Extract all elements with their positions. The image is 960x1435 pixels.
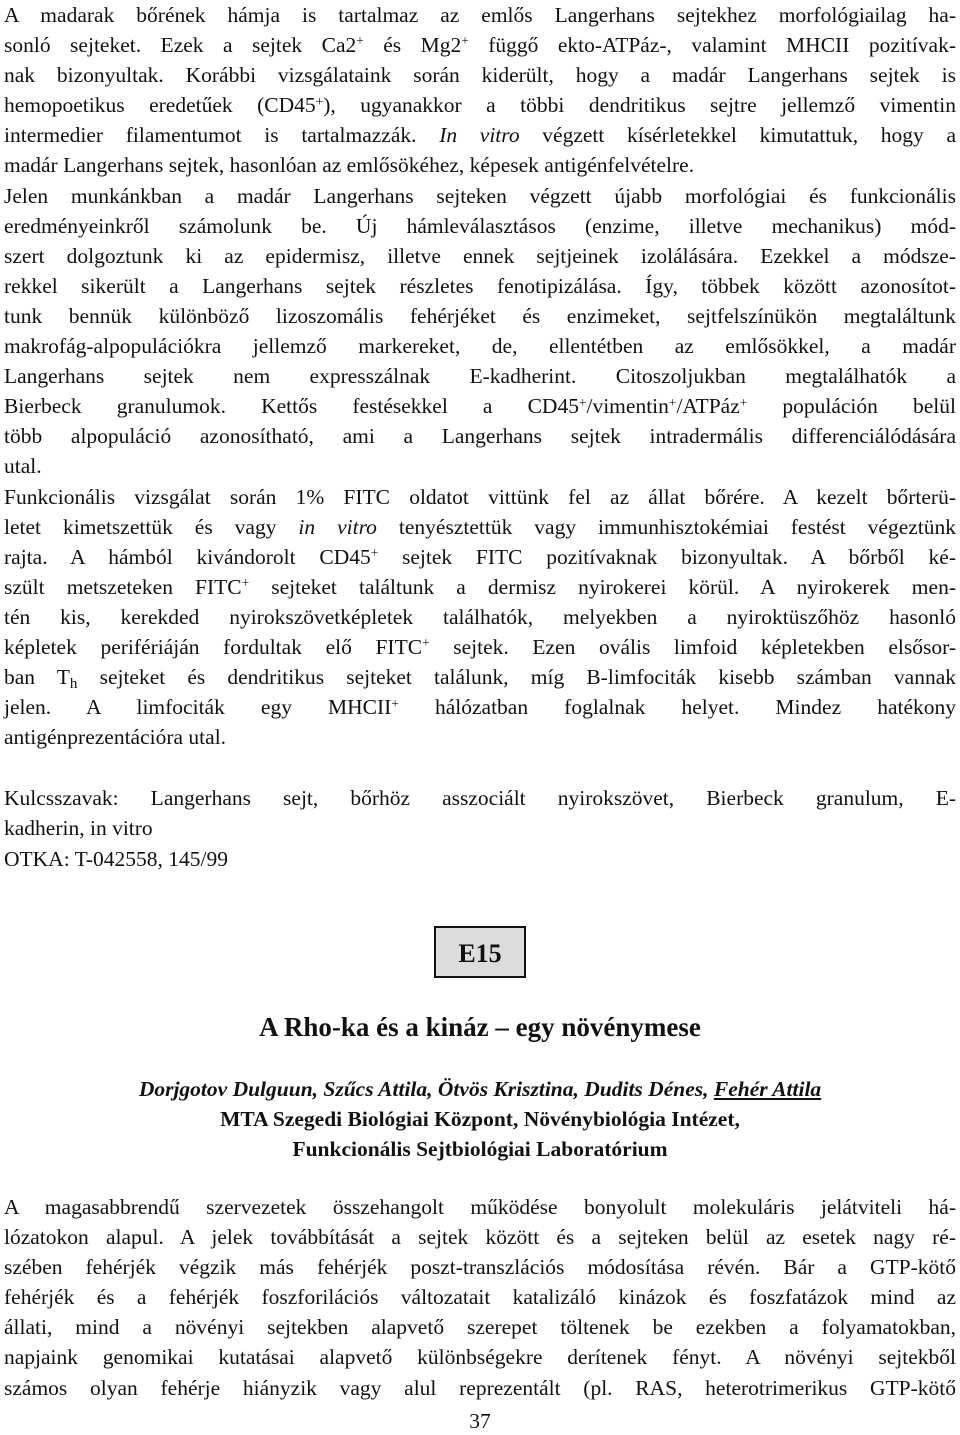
text-line: fehérjék és a fehérjék foszforilációs változatait katalizáló kinázok és foszfatázok mind az	[4, 1285, 956, 1310]
paragraph-avian-langerhans-intro	[4, 0, 956, 181]
text-line: rekkel sikerült a Langerhans sejtek részletes fenotipizálása. Így, többek között azonosítot-	[4, 273, 956, 298]
text-line: nak bizonyultak. Korábbi vizsgálataink során kiderült, hogy a madár Langerhans sejtek is	[4, 63, 956, 88]
text-line: rajta. A hámból kivándorolt CD45+ sejtek FITC pozitívaknak bizonyultak. A bőrből ké-	[4, 544, 956, 569]
text-line: Funkcionális vizsgálat során 1% FITC oldatot vittünk fel az állat bőrére. A kezelt bőrterü-	[4, 484, 956, 509]
text-line: Langerhans sejtek nem expresszálnak E-kadherint. Citoszoljukban megtalálhatók a	[4, 364, 956, 389]
paragraph-results	[4, 181, 956, 482]
paragraph-functional-study	[4, 482, 956, 753]
text-line: letet kimetszettük és vagy in vitro tenyésztettük vagy immunhisztokémiai festést végeztünk	[4, 514, 957, 539]
keywords	[4, 783, 956, 873]
text-line: sonló sejteket. Ezek a sejtek Ca2+ és Mg2+ függő ekto-ATPáz-, valamint MHCII pozitívak-	[4, 33, 956, 58]
text-line: A magasabbrendű szervezetek összehangolt működése bonyolult molekuláris jelátviteli há-	[4, 1195, 956, 1219]
text-line: hemopoetikus eredetűek (CD45+), ugyanakkor a többi dendritikus sejtre jellemző vimentin	[4, 93, 957, 118]
text-line: több alpopuláció azonosítható, ami a Langerhans sejtek intradermális differenciálódására	[4, 424, 956, 449]
text-line: intermedier filamentumot is tartalmazzák. In vitro végzett kísérletekkel kimutattuk, hogy a	[4, 123, 957, 148]
text-line: képletek perifériáján fordultak elő FITC+ sejtek. Ezen ovális limfoid képletekben elsősor-	[4, 634, 956, 659]
affiliation-line: Funkcionális Sejtbiológiai Laboratórium	[292, 1137, 668, 1161]
presenting-author: Fehér Attila	[713, 1077, 822, 1101]
e15-abstract-body	[4, 1192, 956, 1403]
text-line: jelen. A limfociták egy MHCII+ hálózatban foglalnak helyet. Mindez hatékony	[4, 695, 957, 720]
text-line: lózatokon alapul. A jelek továbbítását a sejtek között és a sejteken belül az esetek nagy ré-	[4, 1225, 956, 1250]
text-line: állati, mind a növényi sejtekben alapvető szerepet töltenek be ezekben a folyamatokban,	[4, 1315, 956, 1340]
text-line: Kulcsszavak: Langerhans sejt, bőrhöz asszociált nyirokszövet, Bierbeck granulum, E-	[4, 786, 956, 811]
text-line: A madarak bőrének hámja is tartalmaz az emlős Langerhans sejtekhez morfológiailag ha-	[4, 3, 956, 27]
author-list	[0, 1074, 960, 1104]
text-line: makrofág-alpopulációkra jellemző markereket, de, ellentétben az emlősökkel, a madár	[4, 334, 956, 359]
text-line: tunk bennük különböző lizoszomális fehérjéket és enzimeket, sejtfelszínükön megtaláltunk	[4, 303, 956, 328]
affiliation	[0, 1104, 960, 1164]
text-line: kadherin, in vitro	[4, 816, 153, 841]
paragraph-intro	[4, 1192, 956, 1403]
text-line: utal.	[4, 454, 42, 479]
text-line: napjaink genomikai kutatásai alapvető különbségekre derítenek fényt. A növényi sejtekből	[4, 1345, 956, 1370]
abstract-title: A Rho-ka és a kináz – egy növénymese	[259, 1012, 701, 1042]
text-line: eredményeinkről számolunk be. Új hámleválasztásos (enzime, illetve mechanikus) mód-	[4, 213, 956, 238]
spacer	[4, 752, 956, 783]
e14-abstract-continuation	[4, 0, 956, 874]
text-line: tén kis, kerekded nyirokszövetképletek találhatók, melyekben a nyiroktüszőhöz hasonló	[4, 604, 956, 629]
text-line: madár Langerhans sejtek, hasonlóan az emlősökéhez, képesek antigénfelvételre.	[4, 153, 695, 178]
text-line: ban $T_h$ sejteket és dendritikus sejteket találunk, míg B-limfociták kisebb számban vannak	[4, 665, 957, 692]
text-line: antigénprezentációra utal.	[4, 725, 227, 750]
text-line: Jelen munkánkban a madár Langerhans sejteken végzett újabb morfológiai és funkcionális	[4, 183, 956, 208]
affiliation-line: MTA Szegedi Biológiai Központ, Növénybiológia Intézet,	[220, 1107, 740, 1131]
text-line: szült metszeteken FITC+ sejteket találtunk a dermisz nyirokerei körül. A nyirokerek men-	[4, 574, 956, 599]
text-line: szert dolgoztunk ki az epidermisz, illetve ennek sejtjeinek izolálására. Ezekkel a módsze-	[4, 243, 956, 268]
text-line: Bierbeck granulumok. Kettős festésekkel a CD45+/vimentin+/ATPáz+ populáción belül	[4, 394, 956, 419]
text-line: számos olyan fehérje hiányzik vagy alul reprezentált (pl. RAS, heterotrimerikus GTP-kötő	[4, 1375, 956, 1400]
authors-text: Dorjgotov Dulguun, Szűcs Attila, Ötvös Krisztina, Dudits Dénes,	[138, 1077, 714, 1101]
page-number: 37	[469, 1409, 491, 1433]
text-line: szében fehérjék végzik más fehérjék poszt-transzlációs módosítása révén. Bár a GTP-kötő	[4, 1255, 956, 1280]
grant-info: OTKA: T-042558, 145/99	[4, 846, 228, 871]
abstract-code-wrap	[0, 926, 960, 978]
abstract-code-box: E15	[434, 926, 526, 978]
